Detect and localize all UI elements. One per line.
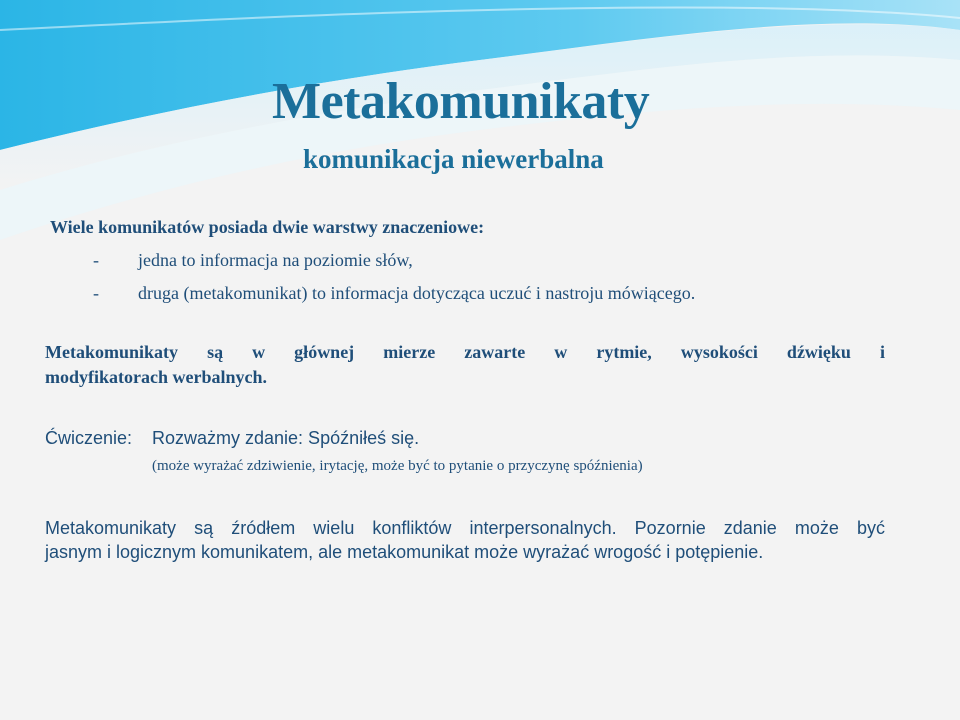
bullet-item: jedna to informacja na poziomie słów, — [138, 250, 413, 270]
paragraph-rhythm-line-2: modyfikatorach werbalnych. — [45, 367, 267, 387]
exercise-label: Ćwiczenie: — [45, 428, 133, 448]
intro-text: Wiele komunikatów posiada dwie warstwy znaczeniowe: — [50, 217, 485, 237]
slide-title: Metakomunikaty — [272, 73, 650, 130]
bullet-item: druga (metakomunikat) to informacja dotycząca uczuć i nastroju mówiącego. — [138, 283, 696, 303]
bullet-marker: - — [93, 283, 99, 303]
bullet-marker: - — [93, 250, 99, 270]
paragraph-conflict-line-2: jasnym i logicznym komunikatem, ale metakomunikat może wyrażać wrogość i potępienie. — [45, 542, 764, 562]
exercise-note: (może wyrażać zdziwienie, irytację, może być to pytanie o przyczynę spóźnienia) — [152, 458, 643, 474]
paragraph-conflict-line-1: Metakomunikaty są źródłem wielu konfliktów interpersonalnych. Pozornie zdanie może być — [45, 518, 885, 538]
slide-subtitle: komunikacja niewerbalna — [303, 144, 604, 174]
exercise-text: Rozważmy zdanie: Spóźniłeś się. — [152, 428, 420, 448]
paragraph-rhythm-line-1: Metakomunikaty są w głównej mierze zawarte w rytmie, wysokości dźwięku i — [45, 342, 885, 362]
